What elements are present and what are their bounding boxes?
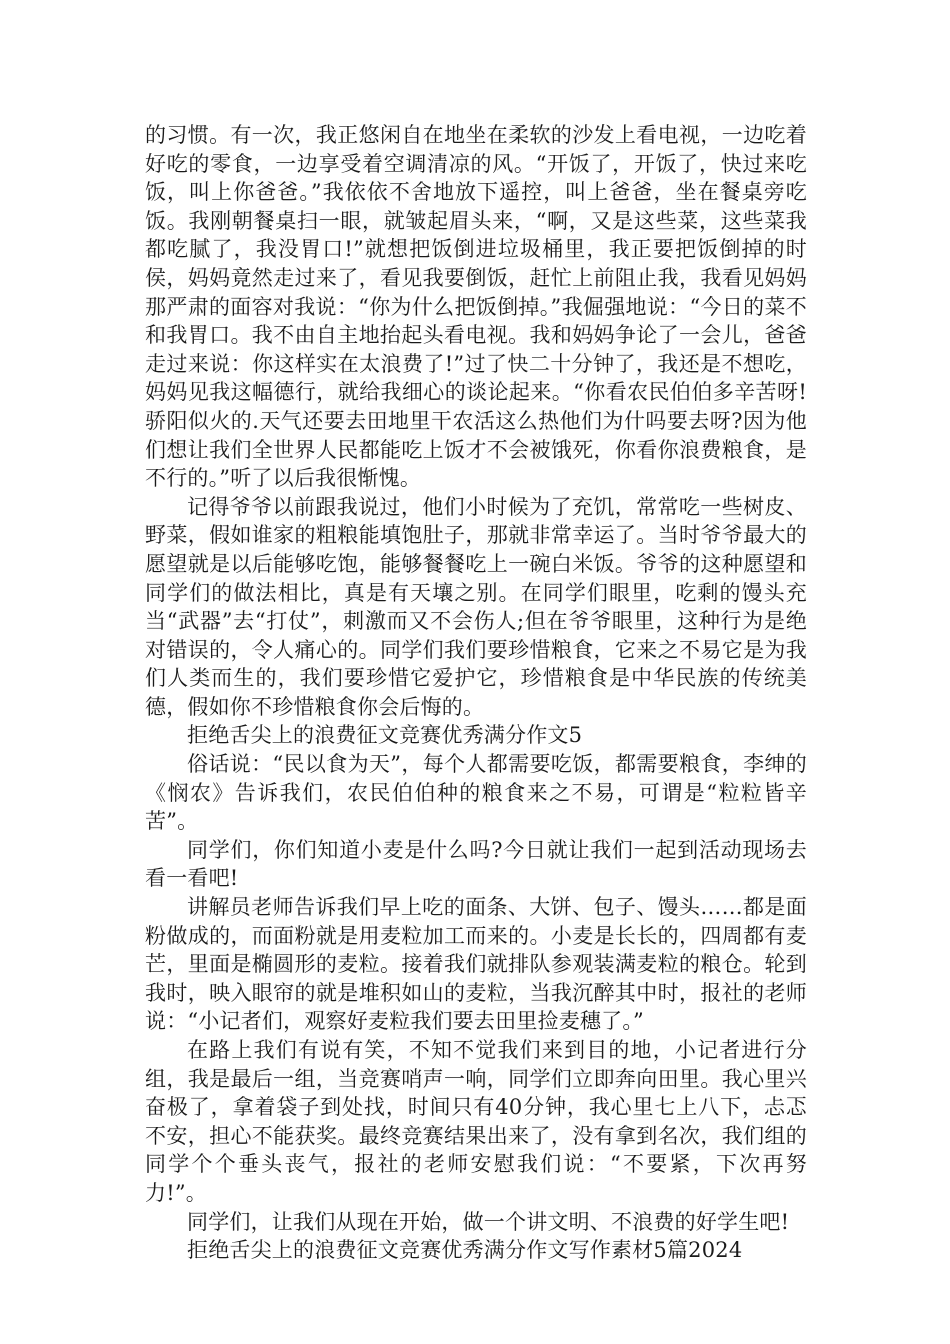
paragraph-proverb: 俗话说：“民以食为天”，每个人都需要吃饭，都需要粮食，李绅的《悯农》告诉我们，农民伯伯种的粮食来之不易，可谓是“粒粒皆辛苦”。 xyxy=(145,752,807,834)
document-footer-title: 拒绝舌尖上的浪费征文竞赛优秀满分作文写作素材5篇2024 xyxy=(187,1238,743,1263)
paragraph-closing-call: 同学们，让我们从现在开始，做一个讲文明、不浪费的好学生吧! xyxy=(187,1209,790,1234)
paragraph-continued-story: 的习惯。有一次，我正悠闲自在地坐在柔软的沙发上看电视，一边吃着好吃的零食，一边享受着空调清凉的风。“开饭了，开饭了，快过来吃饭，叫上你爸爸。”我依依不舍地放下遥控，叫上爸爸，坐在餐桌旁吃饭。我刚朝餐桌扫一眼，就皱起眉头来，“啊，又是这些菜，这些菜我都吃腻了，我没胃口!”就想把饭倒进垃圾桶里，我正要把饭倒掉的时侯，妈妈竟然走过来了，看见我要倒饭，赶忙上前阻止我，我看见妈妈那严肃的面容对我说：“你为什么把饭倒掉。”我倔强地说：“今日的菜不和我胃口。我不由自主地抬起头看电视。我和妈妈争论了一会儿，爸爸走过来说：你这样实在太浪费了!”过了快二十分钟了，我还是不想吃，妈妈见我这幅德行，就给我细心的谈论起来。“你看农民伯伯多辛苦呀!骄阳似火的.天气还要去田地里干农活这么热他们为什吗要去呀?因为他们想让我们全世界人民都能吃上饭才不会被饿死，你看你浪费粮食，是不行的。”听了以后我很惭愧。 xyxy=(145,123,807,491)
document-body xyxy=(145,121,807,1265)
paragraph-competition: 在路上我们有说有笑，不知不觉我们来到目的地，小记者进行分组，我是最后一组，当竞赛哨声一响，同学们立即奔向田里。我心里兴奋极了，拿着袋子到处找，时间只有40分钟，我心里七上八下，忐忑不安，担心不能获奖。最终竞赛结果出来了，没有拿到名次，我们组的同学个个垂头丧气，报社的老师安慰我们说：“不要紧，下次再努力!”。 xyxy=(145,1038,807,1205)
paragraph-grandpa-memory: 记得爷爷以前跟我说过，他们小时候为了充饥，常常吃一些树皮、野菜，假如谁家的粗粮能填饱肚子，那就非常幸运了。当时爷爷最大的愿望就是以后能够吃饱，能够餐餐吃上一碗白米饭。爷爷的这种愿望和同学们的做法相比，真是有天壤之别。在同学们眼里，吃剩的馒头充当“武器”去“打仗”，刺激而又不会伤人;但在爷爷眼里，这种行为是绝对错误的，令人痛心的。同学们我们要珍惜粮食，它来之不易它是为我们人类而生的，我们要珍惜它爱护它，珍惜粮食是中华民族的传统美德，假如你不珍惜粮食你会后悔的。 xyxy=(145,494,807,719)
essay-5-title: 拒绝舌尖上的浪费征文竞赛优秀满分作文5 xyxy=(187,723,583,748)
paragraph-guide-explains: 讲解员老师告诉我们早上吃的面条、大饼、包子、馒头……都是面粉做成的，而面粉就是用麦粒加工而来的。小麦是长长的，四周都有麦芒，里面是椭圆形的麦粒。接着我们就排队参观装满麦粒的粮仓。轮到我时，映入眼帘的就是堆积如山的麦粒，当我沉醉其中时，报社的老师说：“小记者们，观察好麦粒我们要去田里捡麦穗了。” xyxy=(145,895,807,1034)
paragraph-wheat-question: 同学们，你们知道小麦是什么吗?今日就让我们一起到活动现场去看一看吧! xyxy=(145,837,807,891)
